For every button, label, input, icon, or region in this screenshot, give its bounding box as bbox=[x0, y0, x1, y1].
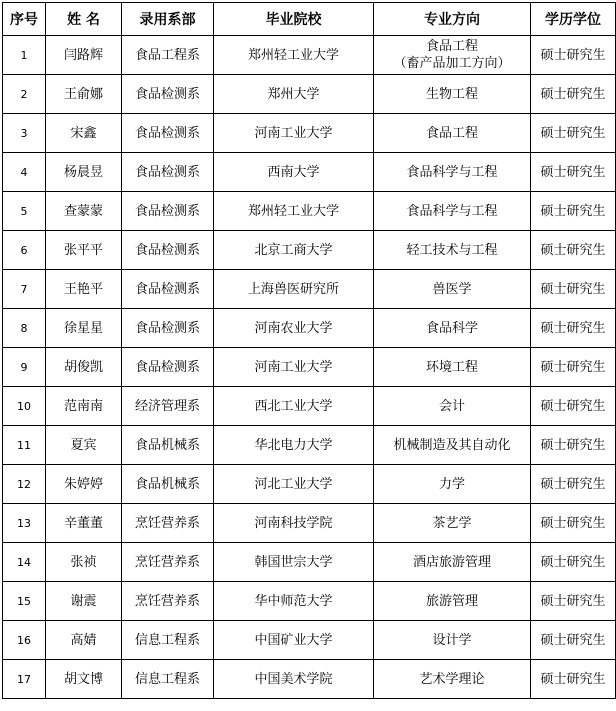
cell-degree: 硕士研究生 bbox=[531, 114, 616, 153]
cell-department: 烹饪营养系 bbox=[122, 504, 214, 543]
cell-name: 范南南 bbox=[46, 387, 122, 426]
document-page bbox=[2, 2, 616, 699]
cell-degree: 硕士研究生 bbox=[531, 36, 616, 75]
cell-school: 韩国世宗大学 bbox=[214, 543, 374, 582]
cell-index: 7 bbox=[3, 270, 46, 309]
cell-major: 力学 bbox=[374, 465, 531, 504]
major-note: （畜产品加工方向） bbox=[393, 56, 511, 71]
table-row bbox=[3, 660, 616, 699]
table-row bbox=[3, 192, 616, 231]
cell-index: 14 bbox=[3, 543, 46, 582]
cell-department: 食品检测系 bbox=[122, 153, 214, 192]
cell-major: 食品科学与工程 bbox=[374, 192, 531, 231]
cell-degree: 硕士研究生 bbox=[531, 504, 616, 543]
cell-name: 张祯 bbox=[46, 543, 122, 582]
cell-school: 华中师范大学 bbox=[214, 582, 374, 621]
cell-major: 艺术学理论 bbox=[374, 660, 531, 699]
cell-name: 辛董董 bbox=[46, 504, 122, 543]
cell-index: 15 bbox=[3, 582, 46, 621]
cell-index: 17 bbox=[3, 660, 46, 699]
cell-name: 王俞娜 bbox=[46, 75, 122, 114]
cell-department: 食品检测系 bbox=[122, 231, 214, 270]
table-row bbox=[3, 114, 616, 153]
cell-major: 旅游管理 bbox=[374, 582, 531, 621]
cell-index: 13 bbox=[3, 504, 46, 543]
cell-major: 酒店旅游管理 bbox=[374, 543, 531, 582]
table-body bbox=[3, 36, 616, 699]
cell-degree: 硕士研究生 bbox=[531, 387, 616, 426]
cell-school: 郑州轻工业大学 bbox=[214, 36, 374, 75]
cell-degree: 硕士研究生 bbox=[531, 348, 616, 387]
cell-index: 3 bbox=[3, 114, 46, 153]
table-row bbox=[3, 387, 616, 426]
table-row bbox=[3, 348, 616, 387]
header-school: 毕业院校 bbox=[214, 3, 374, 36]
cell-major: 会计 bbox=[374, 387, 531, 426]
cell-degree: 硕士研究生 bbox=[531, 465, 616, 504]
cell-degree: 硕士研究生 bbox=[531, 192, 616, 231]
cell-school: 河南农业大学 bbox=[214, 309, 374, 348]
table-row bbox=[3, 270, 616, 309]
cell-department: 食品机械系 bbox=[122, 465, 214, 504]
cell-major: 兽医学 bbox=[374, 270, 531, 309]
cell-name: 徐星星 bbox=[46, 309, 122, 348]
cell-major: 茶艺学 bbox=[374, 504, 531, 543]
header-department: 录用系部 bbox=[122, 3, 214, 36]
cell-degree: 硕士研究生 bbox=[531, 231, 616, 270]
cell-department: 信息工程系 bbox=[122, 660, 214, 699]
cell-major: 生物工程 bbox=[374, 75, 531, 114]
cell-school: 华北电力大学 bbox=[214, 426, 374, 465]
cell-school: 西北工业大学 bbox=[214, 387, 374, 426]
cell-index: 16 bbox=[3, 621, 46, 660]
cell-index: 10 bbox=[3, 387, 46, 426]
cell-name: 张平平 bbox=[46, 231, 122, 270]
cell-index: 2 bbox=[3, 75, 46, 114]
cell-degree: 硕士研究生 bbox=[531, 153, 616, 192]
cell-index: 11 bbox=[3, 426, 46, 465]
cell-index: 4 bbox=[3, 153, 46, 192]
cell-degree: 硕士研究生 bbox=[531, 660, 616, 699]
cell-name: 夏宾 bbox=[46, 426, 122, 465]
cell-school: 河南科技学院 bbox=[214, 504, 374, 543]
cell-degree: 硕士研究生 bbox=[531, 270, 616, 309]
cell-major bbox=[374, 36, 531, 75]
cell-degree: 硕士研究生 bbox=[531, 75, 616, 114]
cell-name: 查蒙蒙 bbox=[46, 192, 122, 231]
table-row bbox=[3, 36, 616, 75]
cell-index: 12 bbox=[3, 465, 46, 504]
cell-major: 机械制造及其自动化 bbox=[374, 426, 531, 465]
cell-name: 朱婷婷 bbox=[46, 465, 122, 504]
cell-name: 杨晨昱 bbox=[46, 153, 122, 192]
cell-school: 河南工业大学 bbox=[214, 348, 374, 387]
cell-department: 食品检测系 bbox=[122, 192, 214, 231]
header-name: 姓 名 bbox=[46, 3, 122, 36]
cell-department: 食品检测系 bbox=[122, 75, 214, 114]
header-degree: 学历学位 bbox=[531, 3, 616, 36]
cell-school: 中国美术学院 bbox=[214, 660, 374, 699]
cell-major: 食品工程 bbox=[374, 114, 531, 153]
cell-school: 河北工业大学 bbox=[214, 465, 374, 504]
cell-degree: 硕士研究生 bbox=[531, 621, 616, 660]
table-row bbox=[3, 621, 616, 660]
cell-name: 高婧 bbox=[46, 621, 122, 660]
cell-index: 5 bbox=[3, 192, 46, 231]
cell-index: 8 bbox=[3, 309, 46, 348]
cell-index: 9 bbox=[3, 348, 46, 387]
cell-index: 1 bbox=[3, 36, 46, 75]
cell-degree: 硕士研究生 bbox=[531, 543, 616, 582]
cell-school: 中国矿业大学 bbox=[214, 621, 374, 660]
cell-major: 环境工程 bbox=[374, 348, 531, 387]
cell-department: 食品机械系 bbox=[122, 426, 214, 465]
cell-name: 闫路辉 bbox=[46, 36, 122, 75]
recruitment-table bbox=[2, 2, 616, 699]
table-row bbox=[3, 504, 616, 543]
table-row bbox=[3, 153, 616, 192]
table-row bbox=[3, 75, 616, 114]
cell-department: 烹饪营养系 bbox=[122, 582, 214, 621]
table-header-row bbox=[3, 3, 616, 36]
table-row bbox=[3, 309, 616, 348]
cell-school: 北京工商大学 bbox=[214, 231, 374, 270]
cell-major: 设计学 bbox=[374, 621, 531, 660]
cell-school: 河南工业大学 bbox=[214, 114, 374, 153]
cell-school: 郑州轻工业大学 bbox=[214, 192, 374, 231]
cell-school: 西南大学 bbox=[214, 153, 374, 192]
cell-name: 王艳平 bbox=[46, 270, 122, 309]
cell-department: 烹饪营养系 bbox=[122, 543, 214, 582]
table-row bbox=[3, 543, 616, 582]
cell-degree: 硕士研究生 bbox=[531, 309, 616, 348]
cell-name: 宋鑫 bbox=[46, 114, 122, 153]
cell-degree: 硕士研究生 bbox=[531, 582, 616, 621]
cell-major: 食品科学 bbox=[374, 309, 531, 348]
cell-name: 谢震 bbox=[46, 582, 122, 621]
table-row bbox=[3, 426, 616, 465]
cell-index: 6 bbox=[3, 231, 46, 270]
cell-major: 食品科学与工程 bbox=[374, 153, 531, 192]
cell-department: 食品检测系 bbox=[122, 348, 214, 387]
cell-department: 信息工程系 bbox=[122, 621, 214, 660]
major-main: 食品工程 bbox=[425, 39, 478, 54]
cell-name: 胡俊凯 bbox=[46, 348, 122, 387]
table-row bbox=[3, 231, 616, 270]
cell-degree: 硕士研究生 bbox=[531, 426, 616, 465]
cell-department: 食品工程系 bbox=[122, 36, 214, 75]
cell-department: 食品检测系 bbox=[122, 309, 214, 348]
cell-department: 食品检测系 bbox=[122, 114, 214, 153]
header-index: 序号 bbox=[3, 3, 46, 36]
cell-department: 食品检测系 bbox=[122, 270, 214, 309]
cell-major: 轻工技术与工程 bbox=[374, 231, 531, 270]
table-row bbox=[3, 465, 616, 504]
cell-school: 上海兽医研究所 bbox=[214, 270, 374, 309]
table-row bbox=[3, 582, 616, 621]
cell-school: 郑州大学 bbox=[214, 75, 374, 114]
cell-name: 胡文博 bbox=[46, 660, 122, 699]
header-major: 专业方向 bbox=[374, 3, 531, 36]
cell-department: 经济管理系 bbox=[122, 387, 214, 426]
